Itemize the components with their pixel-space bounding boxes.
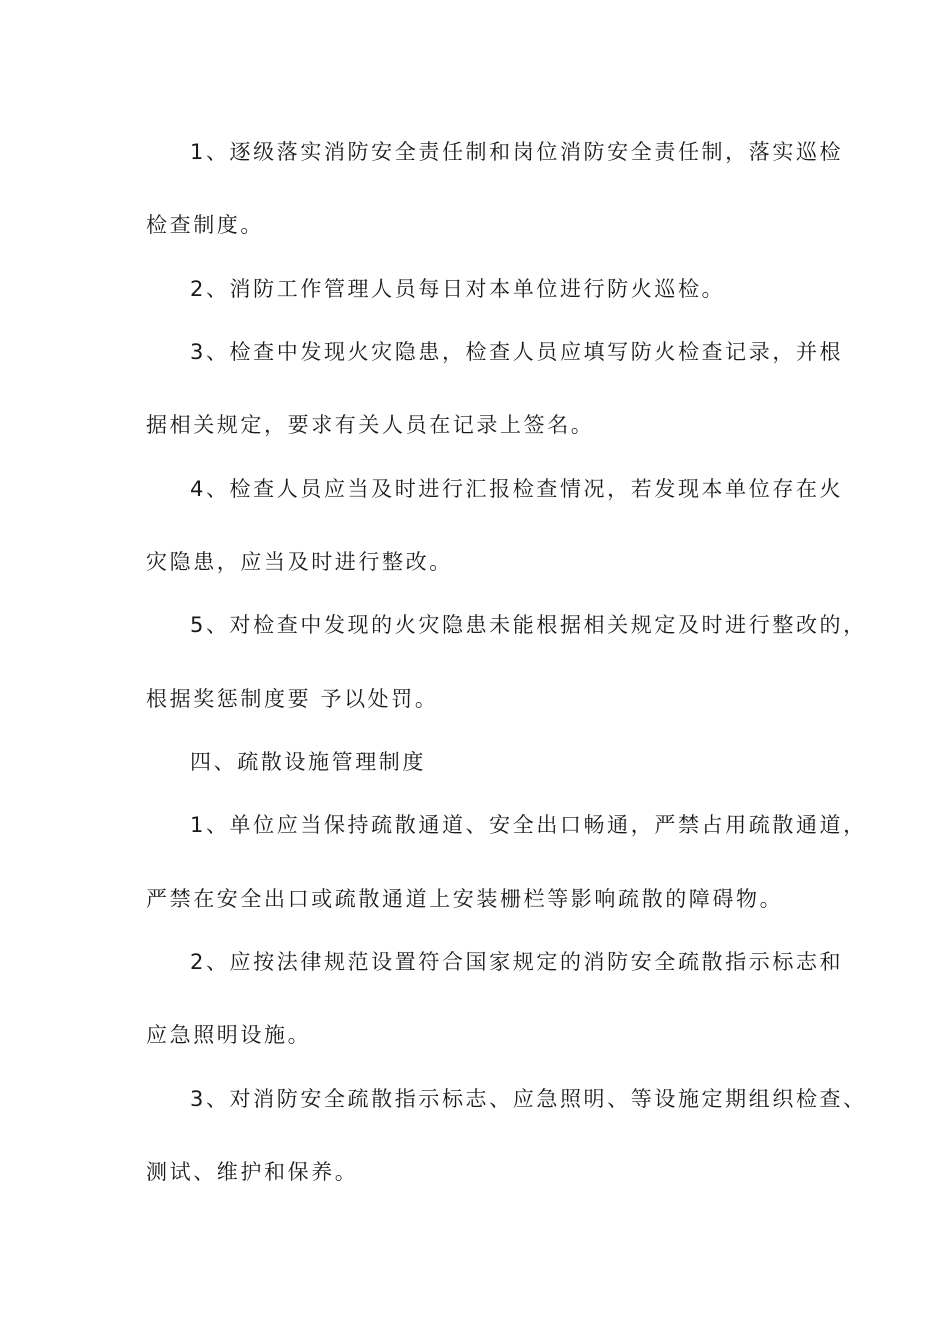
section-heading: 四、疏散设施管理制度: [190, 750, 426, 774]
paragraph-line: 应急照明设施。: [146, 1023, 312, 1047]
paragraph-line: 3、检查中发现火灾隐患，检查人员应填写防火检查记录，并根: [190, 340, 844, 364]
paragraph-line: 据相关规定，要求有关人员在记录上签名。: [146, 413, 595, 437]
paragraph-line: 根据奖惩制度要 予以处罚。: [146, 687, 439, 711]
paragraph-line: 2、应按法律规范设置符合国家规定的消防安全疏散指示标志和: [190, 950, 844, 974]
paragraph-line: 1、逐级落实消防安全责任制和岗位消防安全责任制，落实巡检: [190, 140, 844, 164]
paragraph-line: 测试、维护和保养。: [146, 1160, 359, 1184]
paragraph-line: 4、检查人员应当及时进行汇报检查情况，若发现本单位存在火: [190, 477, 844, 501]
paragraph-line: 5、对检查中发现的火灾隐患未能根据相关规定及时进行整改的，: [190, 613, 867, 637]
paragraph-line: 1、单位应当保持疏散通道、安全出口畅通，严禁占用疏散通道，: [190, 813, 867, 837]
paragraph-line: 3、对消防安全疏散指示标志、应急照明、等设施定期组织检查、: [190, 1087, 867, 1111]
paragraph-line: 检查制度。: [146, 213, 264, 237]
paragraph-line: 严禁在安全出口或疏散通道上安装栅栏等影响疏散的障碍物。: [146, 887, 784, 911]
paragraph-line: 灾隐患，应当及时进行整改。: [146, 550, 453, 574]
paragraph-line: 2、消防工作管理人员每日对本单位进行防火巡检。: [190, 277, 726, 301]
